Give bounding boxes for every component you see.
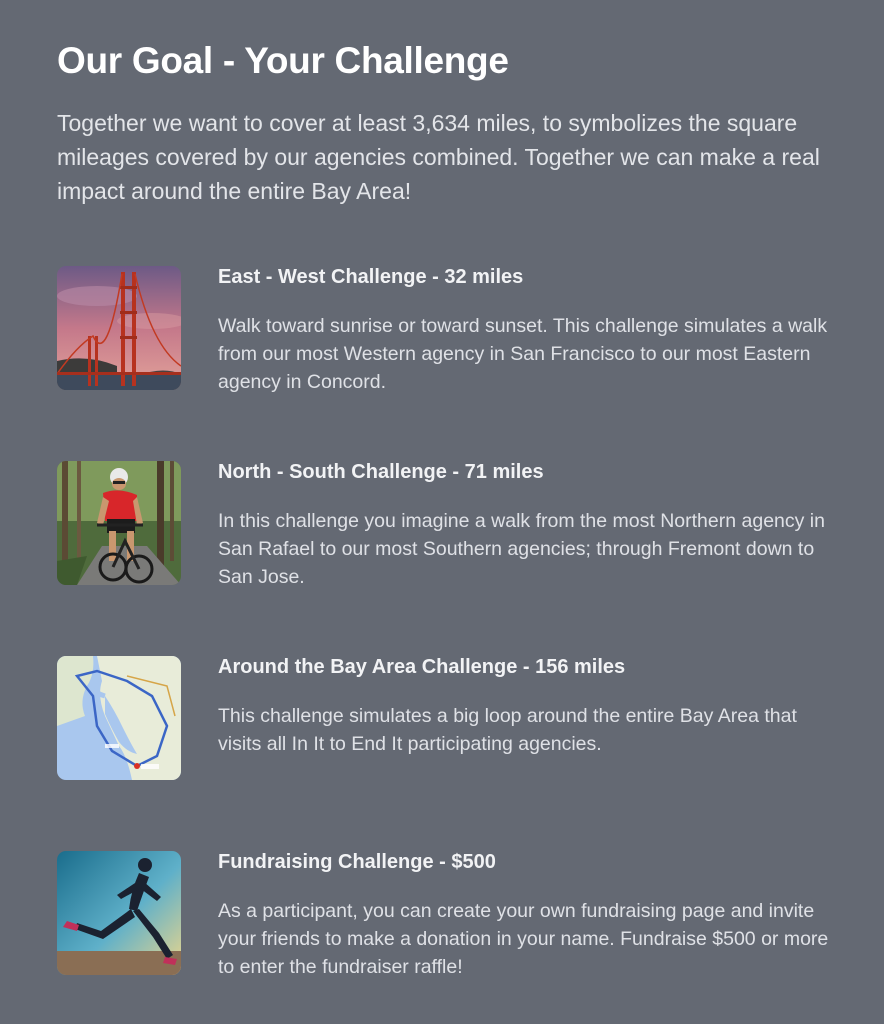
challenge-description: As a participant, you can create your own fundraising page and invite your friends to make a donation in your name. Fundraise $500 or more to enter the fundraiser raffle!	[218, 900, 829, 978]
challenge-description: In this challenge you imagine a walk from the most Northern agency in San Rafael to our most Southern agencies; through Fremont down to San Jose.	[218, 510, 825, 588]
challenge-north-south	[57, 461, 847, 591]
golden-gate-bridge-image	[57, 266, 181, 390]
challenge-around-bay	[57, 656, 847, 786]
bay-area-map-image	[57, 656, 181, 780]
page-title: Our Goal - Your Challenge	[57, 40, 509, 81]
cyclist-image	[57, 461, 181, 585]
runner-image	[57, 851, 181, 975]
challenge-title: North - South Challenge - 71 miles	[218, 461, 544, 483]
challenge-title: East - West Challenge - 32 miles	[218, 266, 524, 288]
challenge-description: This challenge simulates a big loop around the entire Bay Area that visits all In It to End It participating agencies.	[218, 705, 797, 755]
challenge-title: Fundraising Challenge - $500	[218, 851, 496, 873]
challenge-east-west	[57, 266, 847, 396]
challenge-title: Around the Bay Area Challenge - 156 miles	[218, 656, 626, 678]
challenge-fundraising	[57, 851, 847, 981]
intro-text: Together we want to cover at least 3,634 miles, to symbolizes the square mileages covered by our agencies combined. Together we can make a real impact around the entire Bay Area!	[57, 110, 820, 204]
challenge-description: Walk toward sunrise or toward sunset. This challenge simulates a walk from our most Western agency in San Francisco to our most Eastern agency in Concord.	[218, 315, 828, 393]
